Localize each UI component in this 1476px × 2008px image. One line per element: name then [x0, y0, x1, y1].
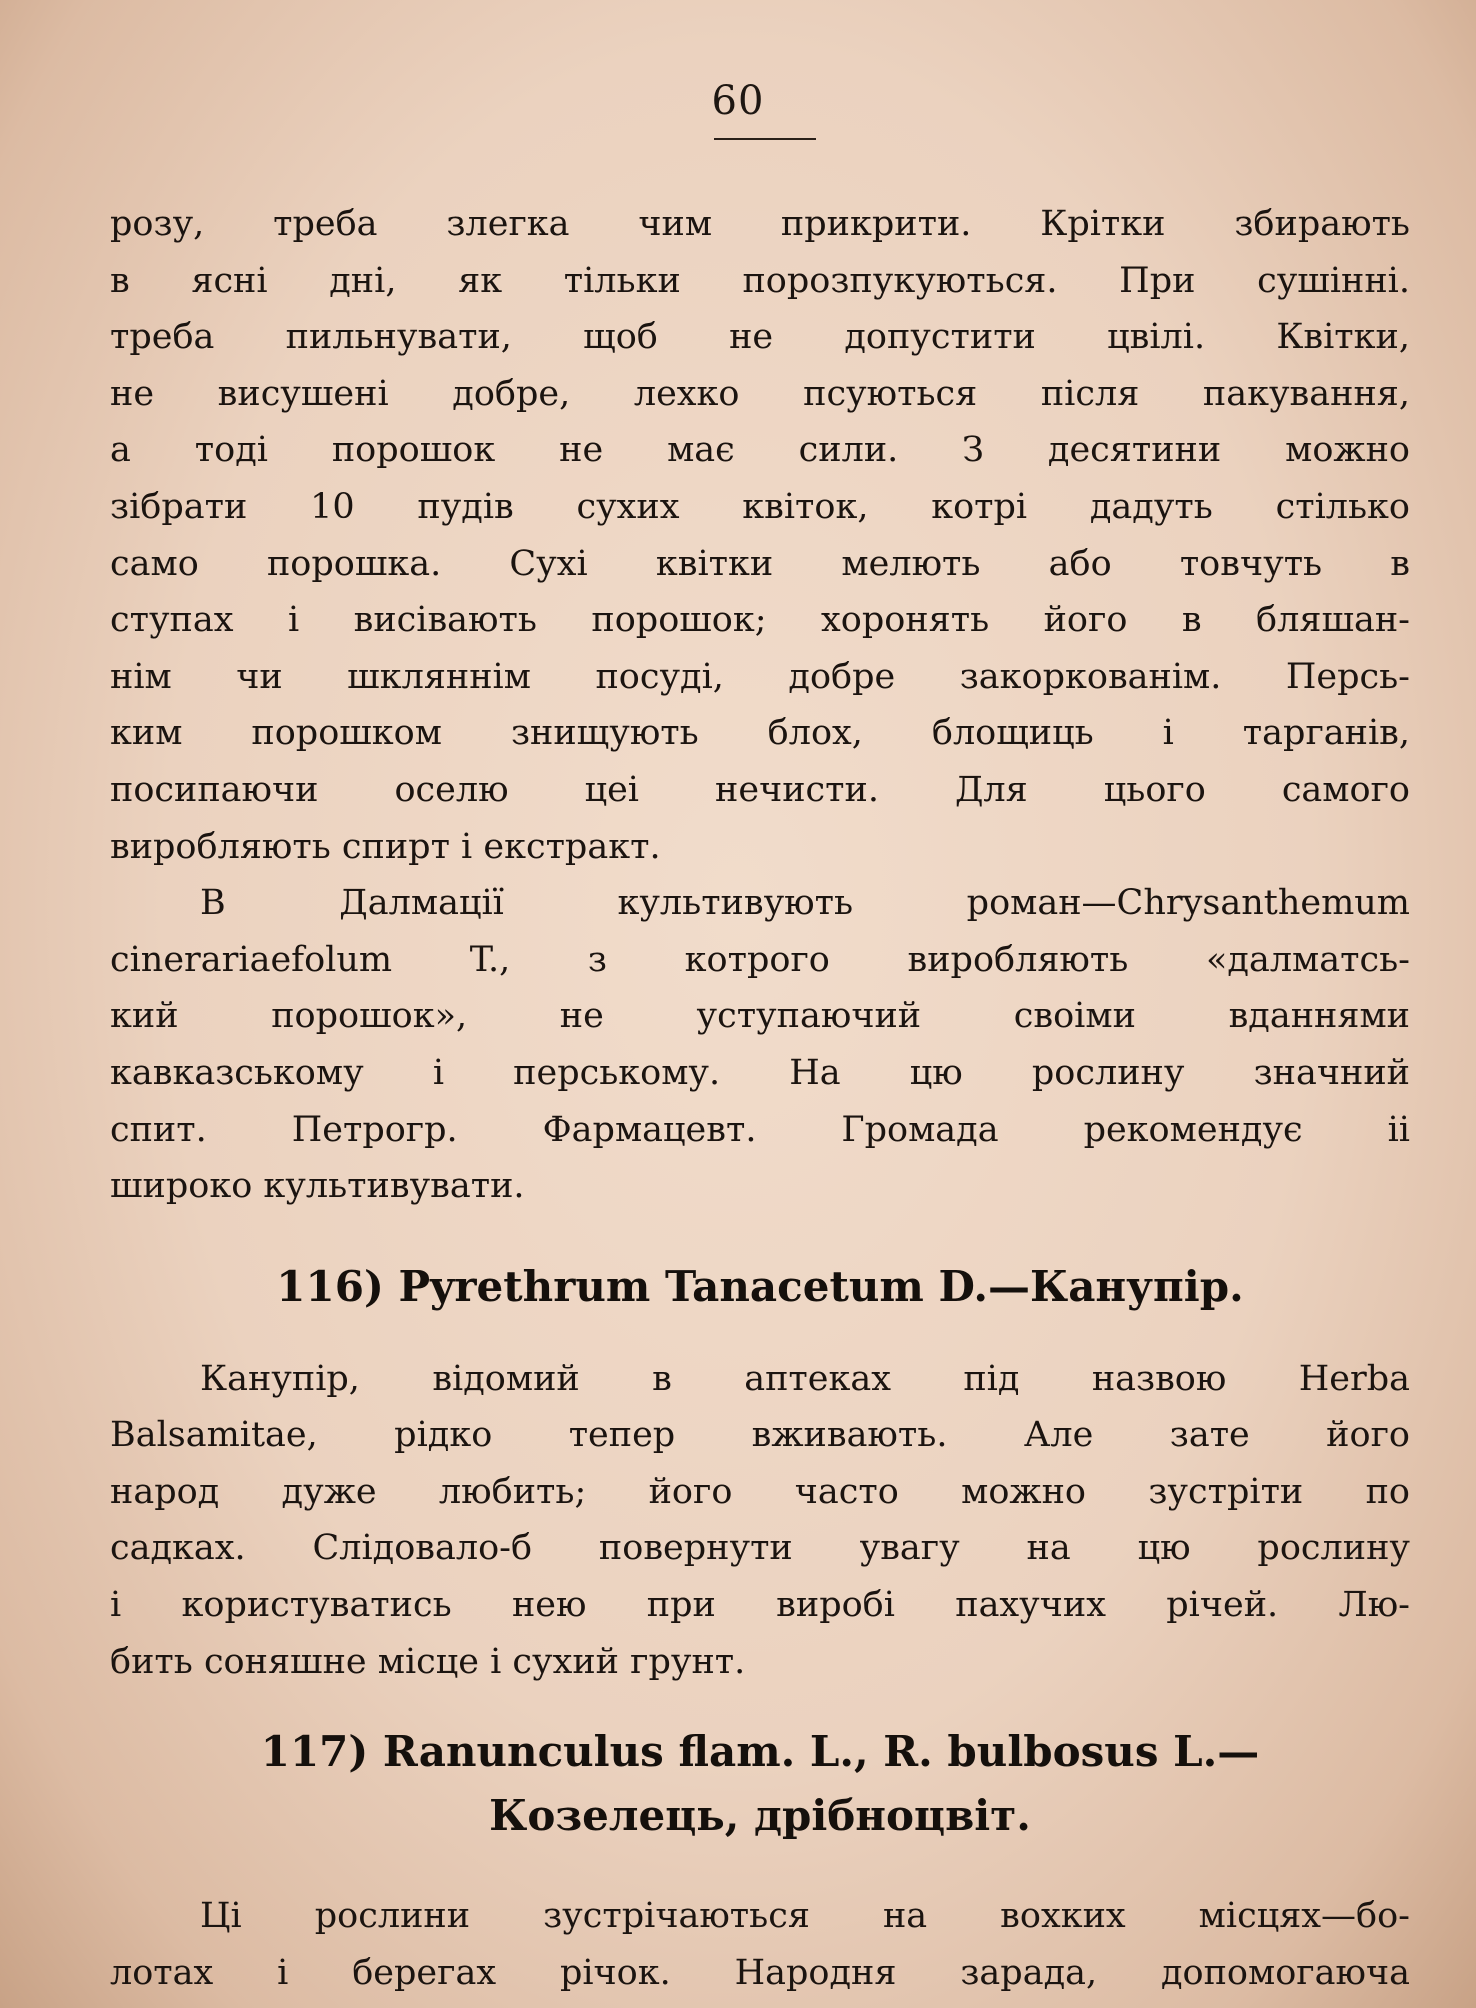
text-line: кий порошок», не уступаючий своіми вданнями [110, 996, 1410, 1037]
text-line: бить соняшне місце і сухий грунт. [110, 1641, 746, 1682]
text-line: нім чи шкляннім посуді, добре закоркованім. Персь- [110, 656, 1410, 697]
section-heading-117-subtitle: Козелець, дрібноцвіт. [489, 1791, 1031, 1841]
text-line: в ясні дні, як тільки порозпукуються. При сушінні. [110, 260, 1410, 301]
page-number: 60 [711, 78, 765, 124]
page-number-rule [714, 138, 816, 140]
text-line: спит. Петрогр. Фармацевт. Громада рекомендує іі [110, 1109, 1410, 1150]
text-line: а тоді порошок не має сили. З десятини можно [110, 430, 1410, 471]
text-line: ступах і висівають порошок; хоронять його в бляшан- [110, 600, 1410, 641]
text-line: посипаючи оселю цеі нечисти. Для цього самого [110, 769, 1410, 810]
text-line: треба пильнувати, щоб не допустити цвілі. Квітки, [110, 317, 1410, 358]
text-line: само порошка. Сухі квітки мелють або товчуть в [110, 543, 1410, 584]
section-heading-116: 116) Pyrethrum Tanacetum D.—Канупір. [276, 1261, 1244, 1311]
text-line: розу, треба злегка чим прикрити. Крітки збирають [110, 204, 1410, 244]
text-line: В Далмації культивують роман—Chrysanthemum [200, 883, 1410, 924]
text-line: народ дуже любить; його часто можно зустріти по [110, 1471, 1410, 1512]
text-line: виробляють спирт і екстракт. [110, 826, 661, 867]
text-line: Balsamitae, рідко тепер вживають. Але зате його [110, 1415, 1410, 1456]
paragraph-continued [110, 196, 1410, 875]
text-line: садках. Слідовало-б повернути увагу на цю рослину [110, 1528, 1410, 1569]
page-body [110, 196, 1410, 2001]
text-line: і користуватись нею при виробі пахучих річей. Лю- [110, 1585, 1410, 1626]
text-line: cinerariaefolum T., з котрого виробляють «далматсь- [110, 939, 1410, 980]
text-line: не висушені добре, лехко псуються після пакування, [110, 373, 1410, 414]
paragraph-116 [110, 1351, 1410, 1691]
text-line: широко культивувати. [110, 1166, 525, 1207]
paragraph-117 [110, 1888, 1410, 2001]
text-line: кавказському і перському. На цю рослину значний [110, 1052, 1410, 1093]
text-line: зібрати 10 пудів сухих квіток, котрі дадуть стілько [110, 486, 1410, 527]
text-line: ким порошком знищують блох, блощиць і тарганів, [110, 713, 1410, 754]
text-line: Ці рослини зустрічаються на вохких місцях—бо- [200, 1896, 1410, 1937]
section-heading-117: 117) Ranunculus flam. L., R. bulbosus L.— [260, 1727, 1260, 1777]
text-line: лотах і берегах річок. Народня зарада, допомогаюча [110, 1952, 1410, 1993]
paragraph-dalmatia [110, 875, 1410, 1215]
text-line: Канупір, відомий в аптеках під назвою Herba [200, 1358, 1410, 1399]
